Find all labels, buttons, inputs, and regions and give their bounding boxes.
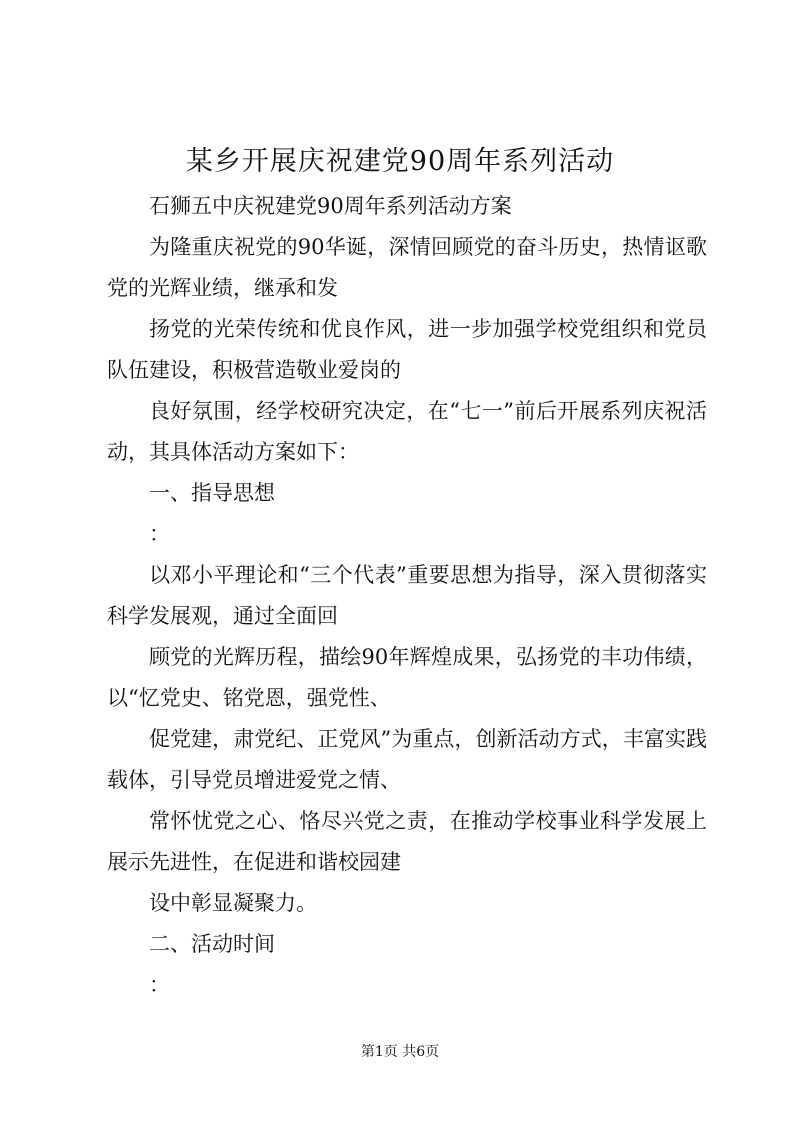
paragraph: 为隆重庆祝党的90华诞，深情回顾党的奋斗历史，热情讴歌党的光辉业绩，继承和发 — [107, 235, 707, 300]
section-heading: 二、活动时间 — [149, 932, 275, 956]
section-heading: 一、指导思想 — [149, 481, 275, 505]
document-title: 某乡开展庆祝建党90周年系列活动 — [185, 146, 615, 177]
paragraph: 常怀忧党之心、恪尽兴党之责，在推动学校事业科学发展上展示先进性，在促进和谐校园建 — [107, 809, 707, 874]
paragraph: 顾党的光辉历程，描绘90年辉煌成果，弘扬党的丰功伟绩，以“忆党史、铭党恩，强党性、 — [107, 645, 707, 710]
document-body — [107, 186, 707, 1006]
paragraph: 扬党的光荣传统和优良作风，进一步加强学校党组织和党员队伍建设，积极营造敬业爱岗的 — [107, 317, 707, 382]
paragraph-colon: ： — [149, 973, 170, 997]
paragraph: 促党建，肃党纪、正党风”为重点，创新活动方式，丰富实践载体，引导党员增进爱党之情、 — [107, 727, 707, 792]
paragraph-colon: ： — [149, 522, 170, 546]
paragraph: 设中彰显凝聚力。 — [149, 891, 317, 915]
paragraph-subtitle: 石狮五中庆祝建党90周年系列活动方案 — [149, 194, 512, 218]
page-footer: 第1页 共6页 — [360, 1044, 440, 1060]
paragraph: 良好氛围，经学校研究决定，在“七一”前后开展系列庆祝活动，其具体活动方案如下： — [107, 399, 707, 464]
paragraph: 以邓小平理论和“三个代表”重要思想为指导，深入贯彻落实科学发展观，通过全面回 — [107, 563, 707, 628]
